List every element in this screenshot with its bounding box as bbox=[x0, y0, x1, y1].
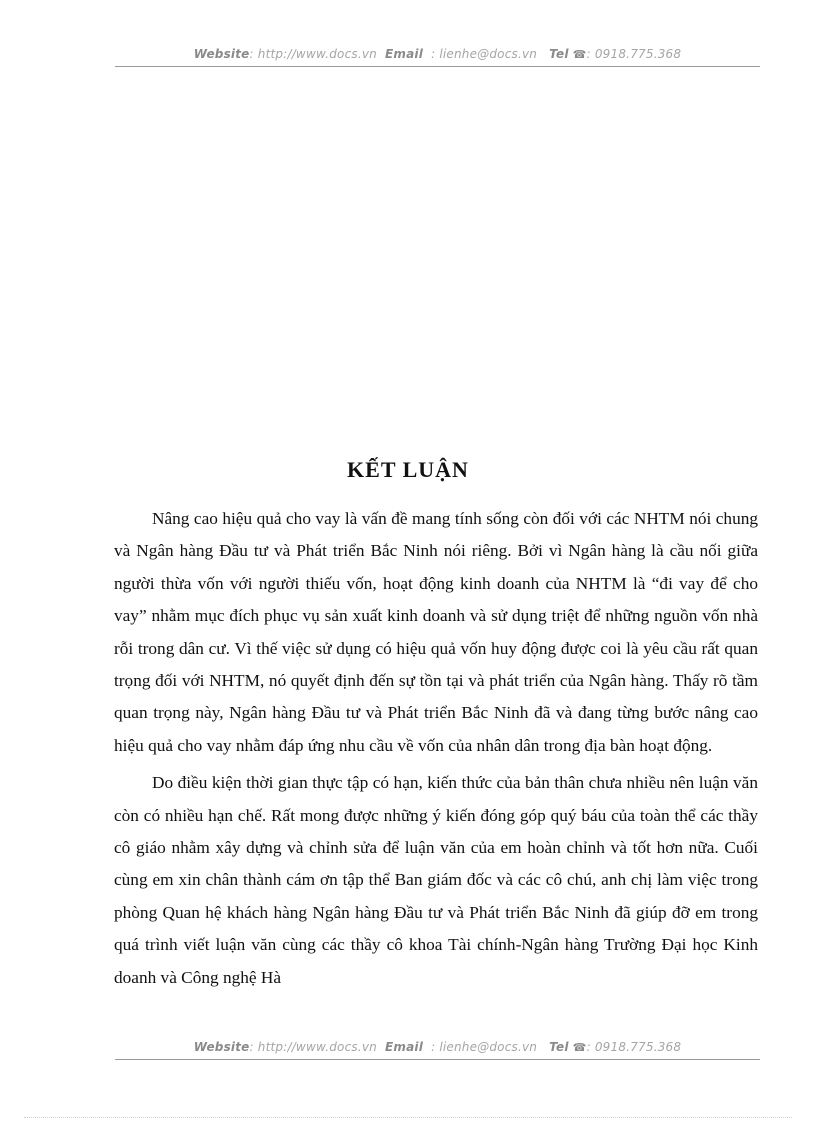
website-label: Website bbox=[193, 47, 250, 61]
email-label: Email bbox=[385, 47, 424, 61]
tel-label: Tel bbox=[549, 47, 569, 61]
phone-icon: ☎ bbox=[572, 48, 587, 61]
tel-value: : 0918.775.368 bbox=[586, 1040, 682, 1054]
email-link[interactable]: : lienhe@docs.vn bbox=[431, 1040, 538, 1054]
website-link[interactable]: : http://www.docs.vn bbox=[249, 47, 377, 61]
header-divider bbox=[115, 66, 760, 67]
tel-label: Tel bbox=[549, 1040, 569, 1054]
email-label: Email bbox=[385, 1040, 424, 1054]
page-header bbox=[115, 47, 760, 61]
website-link[interactable]: : http://www.docs.vn bbox=[249, 1040, 377, 1054]
website-label: Website bbox=[193, 1040, 250, 1054]
footer-divider bbox=[115, 1059, 760, 1060]
page-edge-divider bbox=[24, 1117, 792, 1118]
email-link[interactable]: : lienhe@docs.vn bbox=[431, 47, 538, 61]
paragraph: Nâng cao hiệu quả cho vay là vấn đề mang tính sống còn đối với các NHTM nói chung và Ngân hàng Đầu tư và Phát triển Bắc Ninh nói riêng. Bởi vì Ngân hàng là cầu nối giữa người thừa vốn với người thiếu vốn, hoạt động kinh doanh của NHTM là “đi vay để cho vay” nhằm mục đích phục vụ sản xuất kinh doanh và sử dụng triệt để những nguồn vốn nhà rỗi trong dân cư. Vì thế việc sử dụng có hiệu quả vốn huy động được coi là yêu cầu rất quan trọng đối với NHTM, nó quyết định đến sự tồn tại và phát triển của Ngân hàng. Thấy rõ tầm quan trọng này, Ngân hàng Đầu tư và Phát triển Bắc Ninh đã và đang từng bước nâng cao hiệu quả cho vay nhằm đáp ứng nhu cầu về vốn của nhân dân trong địa bàn hoạt động. bbox=[114, 509, 758, 755]
page-footer bbox=[115, 1040, 760, 1054]
phone-icon: ☎ bbox=[572, 1041, 587, 1054]
tel-value: : 0918.775.368 bbox=[586, 47, 682, 61]
page-title: KẾT LUẬN bbox=[347, 457, 469, 482]
paragraph: Do điều kiện thời gian thực tập có hạn, kiến thức của bản thân chưa nhiều nên luận văn còn có nhiều hạn chế. Rất mong được những ý kiến đóng góp quý báu của toàn thể các thầy cô giáo nhằm xây dựng và chỉnh sửa để luận văn của em hoàn chỉnh và tốt hơn nữa. Cuối cùng em xin chân thành cám ơn tập thể Ban giám đốc và các cô chú, anh chị làm việc trong phòng Quan hệ khách hàng Ngân hàng Đầu tư và Phát triển Bắc Ninh đã giúp đỡ em trong quá trình viết luận văn cùng các thầy cô khoa Tài chính-Ngân hàng Trường Đại học Kinh doanh và Công nghệ Hà bbox=[114, 773, 758, 987]
document-body bbox=[114, 503, 758, 999]
